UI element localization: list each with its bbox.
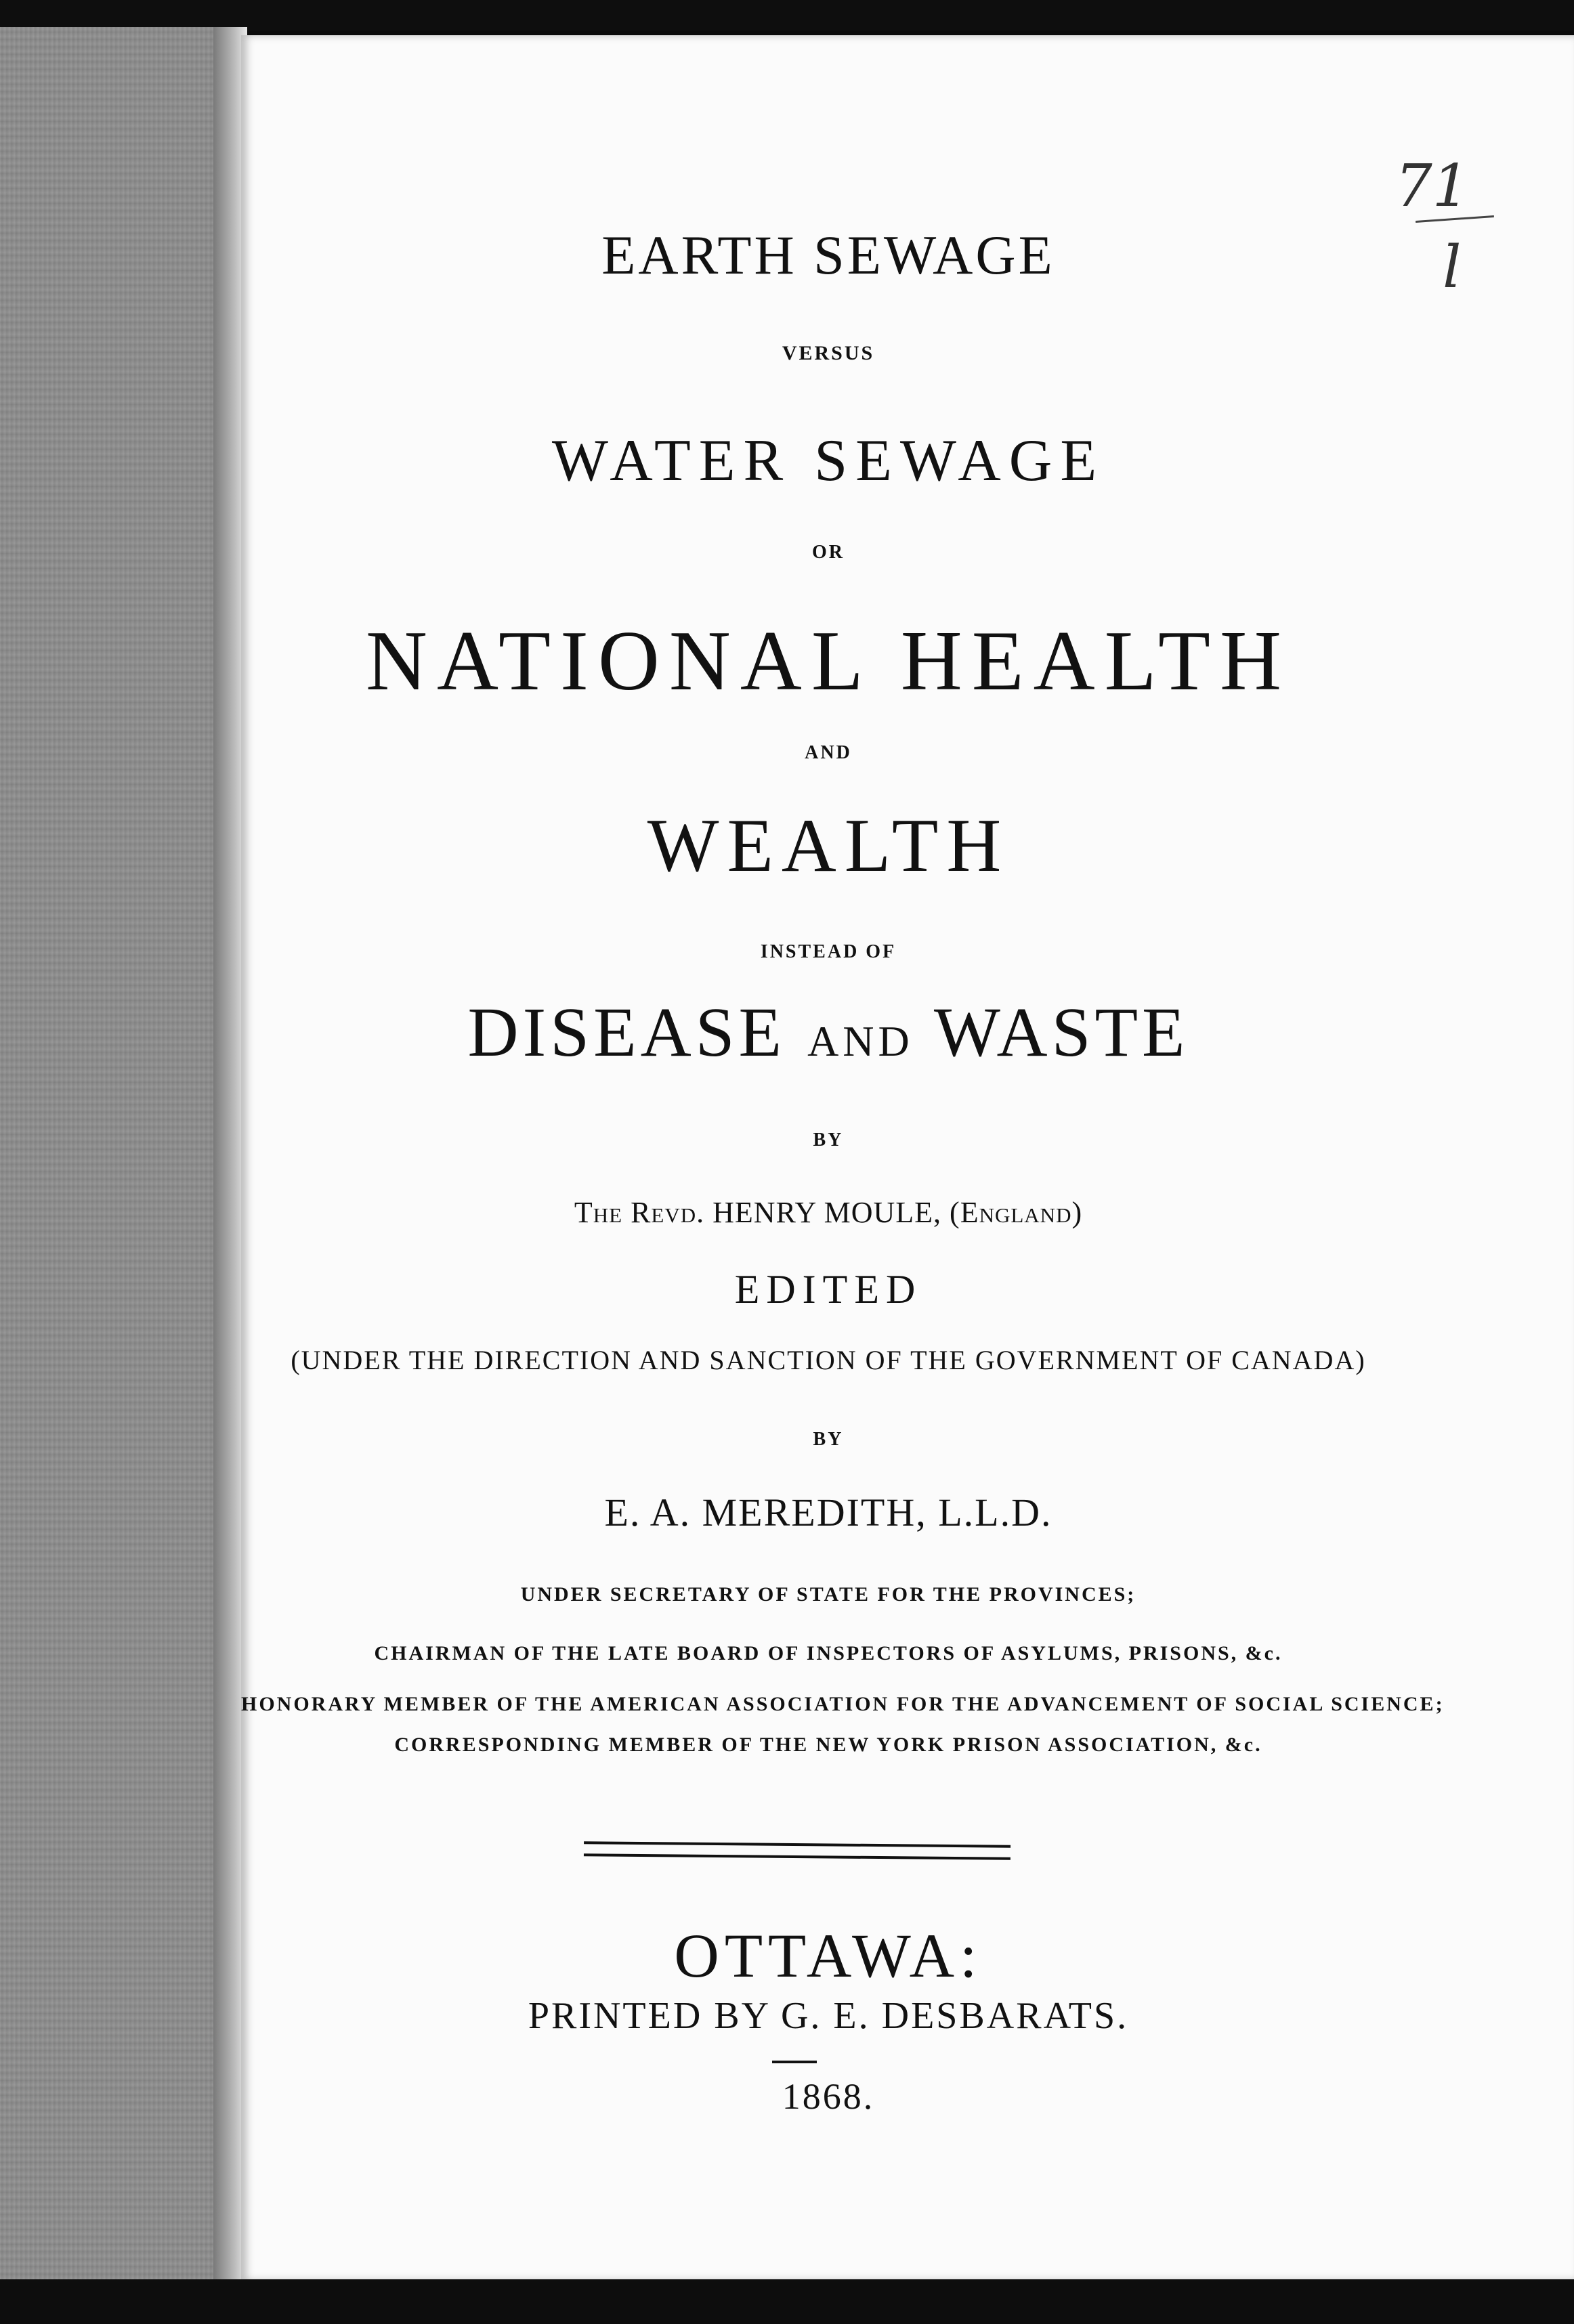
margin-number-mark: 71	[1395, 152, 1470, 220]
title-word-waste: WASTE	[933, 993, 1189, 1071]
scan-bottom-border	[0, 2279, 1574, 2324]
connector-by-author: BY	[813, 1129, 844, 1150]
connector-by-editor: BY	[813, 1429, 844, 1450]
imprint-place: OTTAWA:	[674, 1921, 983, 1990]
author-line: The Revd. HENRY MOULE, (England)	[574, 1196, 1083, 1229]
short-rule-divider	[772, 2061, 817, 2063]
connector-and: AND	[805, 742, 852, 763]
imprint-printer: PRINTED BY G. E. DESBARATS.	[528, 1995, 1129, 2037]
connector-instead-of: INSTEAD OF	[760, 941, 897, 962]
imprint-year: 1868.	[782, 2076, 875, 2117]
credential-line: CORRESPONDING MEMBER OF THE NEW YORK PRISON ASSOCIATION, &c.	[394, 1734, 1262, 1756]
book-binding	[0, 27, 244, 2282]
title-line-water-sewage: WATER SEWAGE	[551, 428, 1105, 494]
edited-heading: EDITED	[734, 1267, 922, 1312]
title-word-and: AND	[807, 1017, 914, 1065]
title-line-national-health: NATIONAL HEALTH	[365, 614, 1292, 708]
credential-line: HONORARY MEMBER OF THE AMERICAN ASSOCIATION FOR THE ADVANCEMENT OF SOCIAL SCIENCE;	[241, 1693, 1445, 1715]
editor-name: E. A. MEREDITH, L.L.D.	[604, 1490, 1052, 1534]
title-line-disease-and-waste	[241, 992, 1416, 1073]
connector-or: OR	[812, 542, 845, 563]
title-line-earth-sewage: EARTH SEWAGE	[601, 224, 1055, 286]
connector-versus: VERSUS	[782, 342, 875, 364]
margin-letter-mark: l	[1443, 234, 1462, 301]
title-line-wealth: WEALTH	[647, 804, 1010, 888]
direction-line: (UNDER THE DIRECTION AND SANCTION OF THE GOVERNMENT OF CANADA)	[291, 1345, 1366, 1375]
credential-line: CHAIRMAN OF THE LATE BOARD OF INSPECTORS OF ASYLUMS, PRISONS, &c.	[374, 1642, 1283, 1664]
title-word-disease: DISEASE	[467, 993, 786, 1071]
credential-line: UNDER SECRETARY OF STATE FOR THE PROVINCES;	[520, 1583, 1136, 1606]
